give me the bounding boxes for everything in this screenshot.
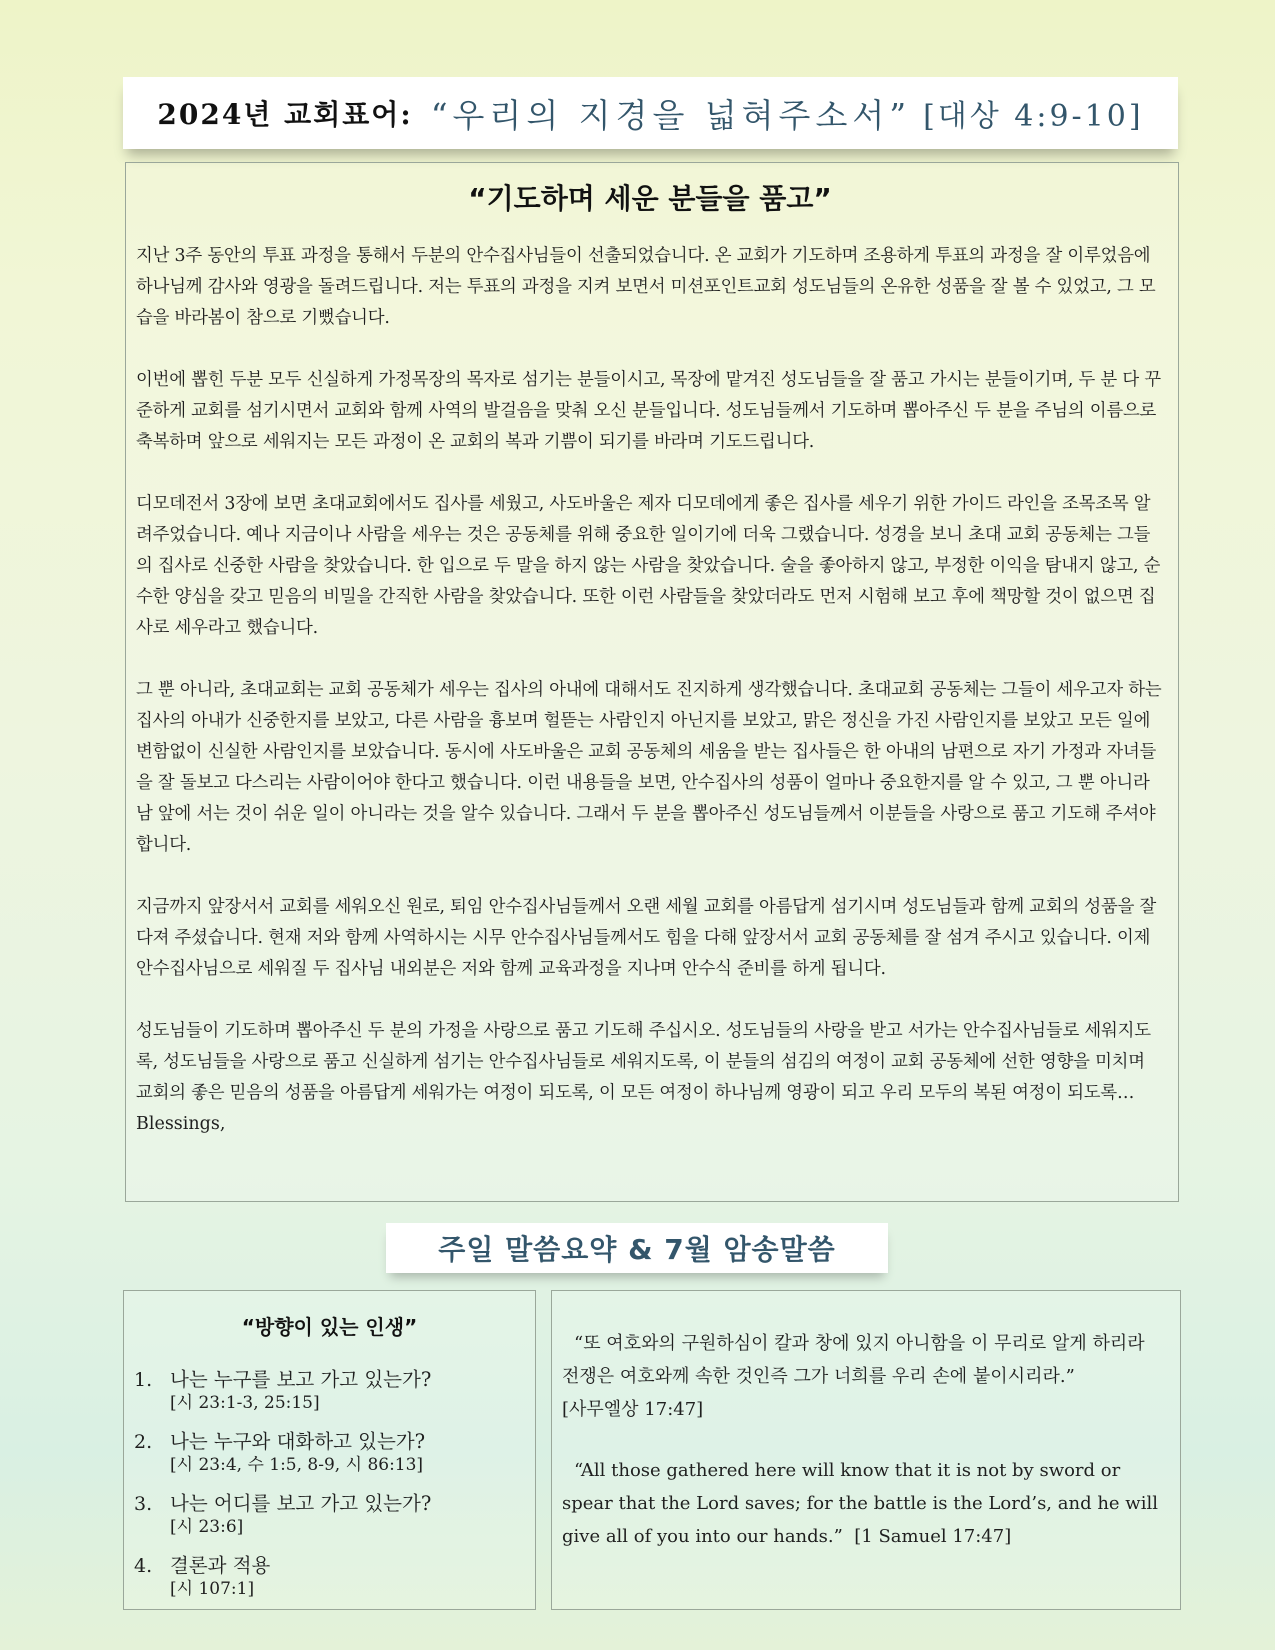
sermon-point bbox=[134, 1430, 525, 1476]
verse-korean: “또 여호와의 구원하심이 칼과 창에 있지 아니함을 이 무리로 알게 하리라 전쟁은 여호와께 속한 것인즉 그가 너희를 우리 손에 붙이시리라.” bbox=[562, 1333, 1145, 1387]
verse-korean-reference: [사무엘상 17:47] bbox=[562, 1399, 704, 1420]
letter-paragraph: 지금까지 앞장서서 교회를 세워오신 원로, 퇴임 안수집사님들께서 오랜 세월 교회를 아름답게 섬기시며 성도님들과 함께 교회의 성품을 잘 다져 주셨습니다. 현재 저와 함께 사역하시는 시무 안수집사님들께서도 힘을 다해 앞장서서 교회 공동체를 잘 섬겨 주시고 있습니다. 이제 안수집사님으로 세워질 두 집사님 내외분은 저와 함께 교육과정을 지나며 안수식 준비를 하게 됩니다. bbox=[136, 897, 1157, 979]
point-number: 3. bbox=[134, 1493, 153, 1515]
point-number: 2. bbox=[134, 1431, 153, 1453]
sermon-summary bbox=[123, 1290, 536, 1610]
letter-paragraph: 디모데전서 3장에 보면 초대교회에서도 집사를 세웠고, 사도바울은 제자 디모데에게 좋은 집사를 세우기 위한 가이드 라인을 조목조목 알려주었습니다. 예나 지금이나 사람을 세우는 것은 공동체를 위해 중요한 일이기에 더욱 그랬습니다. 성경을 보니 초대 교회 공동체는 그들의 집사로 신중한 사람을 찾았습니다. 한 입으로 두 말을 하지 않는 사람을 찾았습니다. 술을 좋아하지 않고, 부정한 이익을 탐내지 않고, 순수한 양심을 갖고 믿음의 비밀을 간직한 사람을 찾았습니다. 또한 이런 사람들을 찾았더라도 먼저 시험해 보고 후에 책망할 것이 없으면 집사로 세우라고 했습니다. bbox=[136, 494, 1161, 638]
point-reference: [시 23:1-3, 25:15] bbox=[170, 1393, 320, 1413]
pastor-letter bbox=[125, 162, 1179, 1202]
point-reference: [시 23:4, 수 1:5, 8-9, 시 86:13] bbox=[170, 1455, 424, 1475]
letter-closing: Blessings, bbox=[136, 1114, 226, 1134]
verse-english-reference: [1 Samuel 17:47] bbox=[854, 1526, 1012, 1547]
motto-reference: [대상 4:9-10] bbox=[923, 99, 1144, 134]
point-reference: [시 107:1] bbox=[170, 1579, 255, 1599]
verse-english: “All those gathered here will know that it is not by sword or spear that the Lord saves; for the battle is the Lord’s, and he will give all of you into our hands.” bbox=[562, 1460, 1158, 1547]
point-number: 1. bbox=[134, 1369, 153, 1391]
section-banner bbox=[386, 1223, 888, 1273]
sermon-point bbox=[134, 1492, 525, 1538]
letter-paragraph: 지난 3주 동안의 투표 과정을 통해서 두분의 안수집사님들이 선출되었습니다. 온 교회가 기도하며 조용하게 투표의 과정을 잘 이루었음에 하나님께 감사와 영광을 돌려드립니다. 저는 투표의 과정을 지켜 보면서 미션포인트교회 성도님들의 온유한 성품을 잘 볼 수 있었고, 그 모습을 바라봄이 참으로 기뻤습니다. bbox=[136, 246, 1156, 328]
point-text: 나는 어디를 보고 가고 있는가? bbox=[170, 1492, 432, 1515]
letter-paragraph: 그 뿐 아니라, 초대교회는 교회 공동체가 세우는 집사의 아내에 대해서도 진지하게 생각했습니다. 초대교회 공동체는 그들이 세우고자 하는 집사의 아내가 신중한지를 보았고, 다른 사람을 흉보며 헐뜯는 사람인지 아닌지를 보았고, 맑은 정신을 가진 사람인지를 보았고 모든 일에 변함없이 신실한 사람인지를 보았습니다. 동시에 사도바울은 교회 공동체의 세움을 받는 집사들은 한 아내의 남편으로 자기 가정과 자녀들을 잘 돌보고 다스리는 사람이어야 한다고 했습니다. 이런 내용들을 보면, 안수집사의 성품이 얼마나 중요한지를 알 수 있고, 그 뿐 아니라 남 앞에 서는 것이 쉬운 일이 아니라는 것을 알수 있습니다. 그래서 두 분을 뽑아주신 성도님들께서 이분들을 사랑으로 품고 기도해 주셔야 합니다. bbox=[136, 680, 1162, 855]
letter-paragraph: 성도님들이 기도하며 뽑아주신 두 분의 가정을 사랑으로 품고 기도해 주십시오. 성도님들의 사랑을 받고 서가는 안수집사님들로 세워지도록, 성도님들을 사랑으로 품고 신실하게 섬기는 안수집사님들로 세워지도록, 이 분들의 섬김의 여정이 교회 공동체에 선한 영향을 미치며 교회의 좋은 믿음의 성품을 아름답게 세워가는 여정이 되도록, 이 모든 여정이 하나님께 영광이 되고 우리 모두의 복된 여정이 되도록… bbox=[136, 1021, 1151, 1103]
sermon-point bbox=[134, 1368, 525, 1414]
memory-verse bbox=[551, 1290, 1181, 1610]
sermon-point bbox=[134, 1554, 525, 1600]
point-reference: [시 23:6] bbox=[170, 1517, 244, 1537]
motto-label: 2024년 교회표어: bbox=[157, 98, 413, 131]
motto-banner bbox=[123, 77, 1178, 149]
point-text: 나는 누구와 대화하고 있는가? bbox=[170, 1430, 426, 1453]
point-text: 나는 누구를 보고 가고 있는가? bbox=[170, 1368, 432, 1391]
point-text: 결론과 적용 bbox=[170, 1554, 271, 1577]
section-title: 주일 말씀요약 & 7월 암송말씀 bbox=[438, 1233, 836, 1266]
motto-text: “우리의 지경을 넓혀주소서” bbox=[430, 95, 912, 135]
verse-english-block bbox=[562, 1454, 1166, 1553]
letter-paragraph: 이번에 뽑힌 두분 모두 신실하게 가정목장의 목자로 섬기는 분들이시고, 목장에 맡겨진 성도님들을 잘 품고 가시는 분들이기며, 두 분 다 꾸준하게 교회를 섬기시면서 교회와 함께 사역의 발걸음을 맞춰 오신 분들입니다. 성도님들께서 기도하며 뽑아주신 두 분을 주님의 이름으로 축복하며 앞으로 세워지는 모든 과정이 온 교회의 복과 기쁨이 되기를 바라며 기도드립니다. bbox=[136, 370, 1161, 452]
verse-korean-block bbox=[562, 1327, 1166, 1426]
sermon-title: “방향이 있는 인생” bbox=[241, 1315, 418, 1339]
letter-title: “기도하며 세운 분들을 품고” bbox=[468, 182, 832, 215]
point-number: 4. bbox=[134, 1555, 153, 1577]
